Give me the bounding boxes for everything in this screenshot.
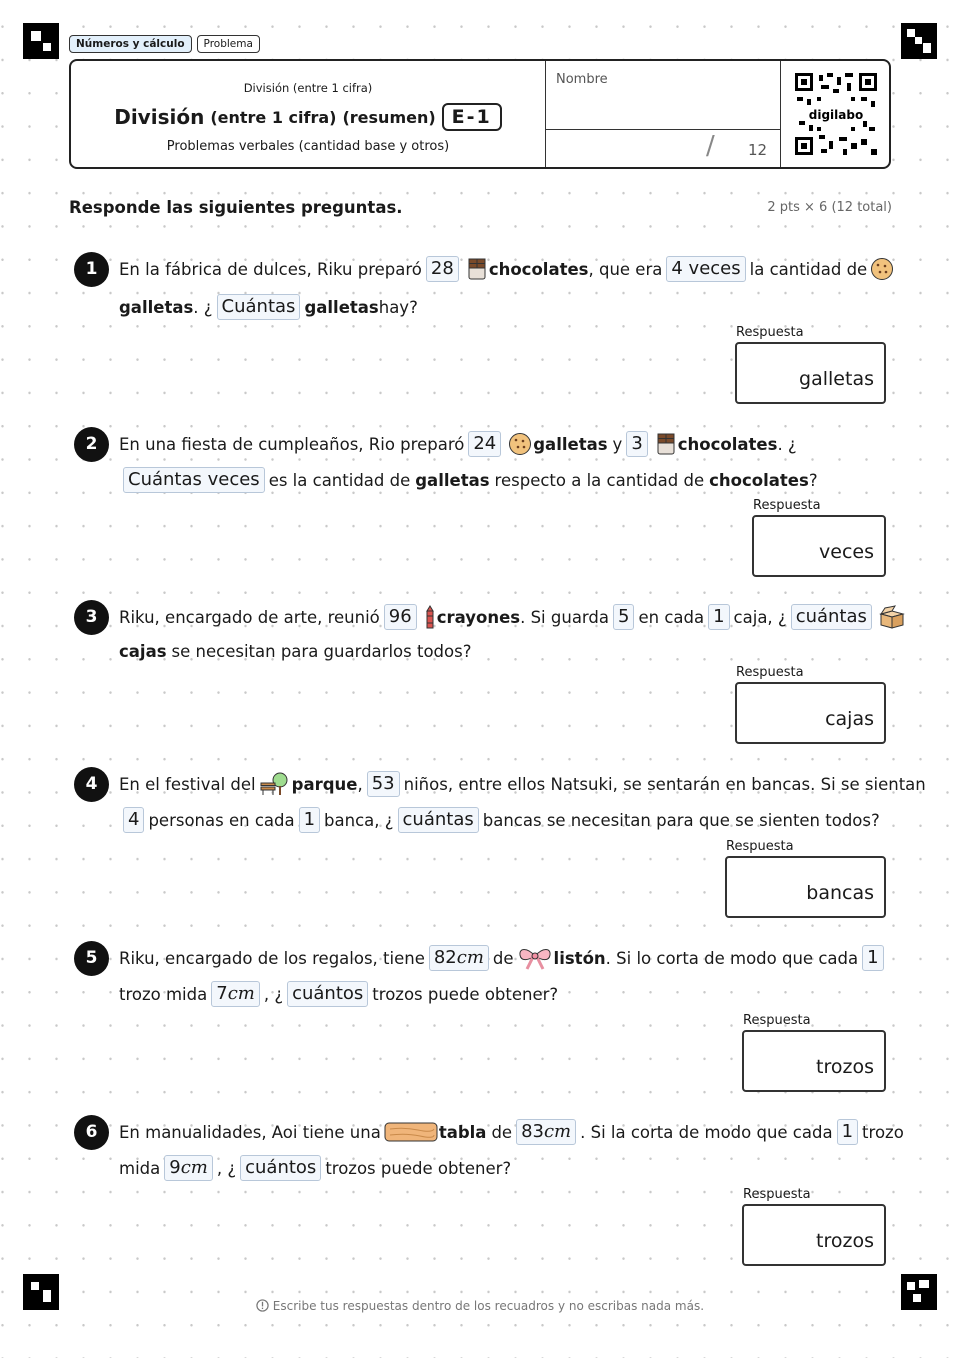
text: en cada xyxy=(638,607,705,627)
measure-box xyxy=(429,945,489,971)
question-line-2 xyxy=(119,981,558,1007)
question-word-box: cuántos xyxy=(287,981,368,1007)
question-line-1 xyxy=(119,604,906,630)
keyword: chocolates xyxy=(677,434,778,454)
question-number: 1 xyxy=(74,252,109,287)
question-line-2 xyxy=(119,807,880,833)
answer-hint-box xyxy=(666,256,745,282)
text: caja, ¿ xyxy=(733,607,787,627)
question-number: 3 xyxy=(74,600,109,635)
text: de xyxy=(492,948,514,968)
worksheet-code: E-1 xyxy=(442,103,502,131)
text: ? xyxy=(808,470,818,490)
name-score-area xyxy=(545,61,781,167)
answer-label: Respuesta xyxy=(743,1013,811,1028)
number-box: 1 xyxy=(837,1119,858,1145)
wood-board-icon xyxy=(384,1119,438,1145)
answer-box[interactable] xyxy=(742,1030,886,1092)
name-label: Nombre xyxy=(556,72,608,87)
text: , ¿ xyxy=(263,984,284,1004)
measure-box xyxy=(516,1119,576,1145)
text: hay? xyxy=(378,297,418,317)
text: En la fábrica de dulces, Riku preparó xyxy=(119,259,422,279)
number-box: 28 xyxy=(426,256,459,282)
keyword: listón xyxy=(553,948,606,968)
text: y xyxy=(612,434,623,454)
question-line-2 xyxy=(119,467,818,493)
question-line-2 xyxy=(119,642,471,661)
text: personas en cada xyxy=(148,810,295,830)
text: En una fiesta de cumpleaños, Rio preparó xyxy=(119,434,465,454)
number: 7 xyxy=(216,983,228,1004)
text: En manualidades, Aoi tiene una xyxy=(119,1122,381,1142)
unit: cm xyxy=(227,983,255,1004)
title-main: División xyxy=(114,105,205,129)
number-box: 24 xyxy=(468,431,501,457)
chocolate-icon xyxy=(466,257,488,281)
text: banca, ¿ xyxy=(324,810,394,830)
qr-label: digilabo xyxy=(808,108,864,122)
question-line-1 xyxy=(119,771,926,797)
keyword: crayones xyxy=(436,607,521,627)
answer-unit: veces xyxy=(819,541,874,563)
answer-label: Respuesta xyxy=(753,498,821,513)
text: . Si la corta de modo que cada xyxy=(580,1122,833,1142)
number-box: 53 xyxy=(367,771,400,797)
question-line-2 xyxy=(119,294,418,320)
answer-box[interactable] xyxy=(735,682,886,744)
question-word-box: cuántas xyxy=(398,807,479,833)
text: . ¿ xyxy=(193,297,213,317)
keyword: tabla xyxy=(438,1122,487,1142)
header-title-area xyxy=(71,61,545,167)
question-line-1 xyxy=(119,431,797,457)
text: , que era xyxy=(588,259,663,279)
park-icon xyxy=(259,771,291,797)
question-word-box: Cuántas xyxy=(217,294,301,320)
text: En el festival del xyxy=(119,774,256,794)
text: de xyxy=(491,1122,513,1142)
title-paren-2: (resumen) xyxy=(342,107,436,127)
footer-note xyxy=(0,1299,960,1313)
score-slash: / xyxy=(706,131,715,161)
category-tags xyxy=(69,35,260,53)
text: . Si lo corta de modo que cada xyxy=(605,948,859,968)
answer-unit: galletas xyxy=(799,368,874,390)
text: respecto a la cantidad de xyxy=(494,470,705,490)
text: . ¿ xyxy=(777,434,797,454)
answer-unit: trozos xyxy=(816,1056,874,1078)
text: , ¿ xyxy=(216,1158,237,1178)
question-line-1 xyxy=(119,1119,904,1145)
corner-marker-top-left xyxy=(23,23,59,59)
text: trozo mida xyxy=(119,984,208,1004)
text: la cantidad de xyxy=(749,259,868,279)
question-word-box: cuántos xyxy=(240,1155,321,1181)
answer-label: Respuesta xyxy=(736,325,804,340)
unit: cm xyxy=(543,1121,572,1142)
number-box: 1 xyxy=(862,945,883,971)
instructions: Responde las siguientes preguntas. xyxy=(69,198,403,217)
unit: cm xyxy=(180,1157,208,1178)
number-box: 3 xyxy=(626,431,647,457)
page-title xyxy=(71,103,545,131)
qr-area xyxy=(780,61,890,167)
divider xyxy=(546,129,781,130)
question-number: 6 xyxy=(74,1115,109,1150)
ribbon-icon xyxy=(517,945,553,971)
question-word-box: Cuántas veces xyxy=(123,467,265,493)
text: bancas se necesitan para que se sienten todos? xyxy=(482,810,880,830)
keyword: galletas xyxy=(533,434,608,454)
text: Riku, encargado de arte, reunió xyxy=(119,607,380,627)
text: Riku, encargado de los regalos, tiene xyxy=(119,948,425,968)
keyword: galletas xyxy=(119,297,194,317)
tag-numbers[interactable]: Números y cálculo xyxy=(69,35,192,53)
crayon-icon xyxy=(424,605,436,629)
answer-box[interactable] xyxy=(725,856,886,918)
qr-code-icon xyxy=(795,73,877,155)
answer-label: Respuesta xyxy=(736,665,804,680)
chocolate-icon xyxy=(655,432,677,456)
measure-box xyxy=(164,1155,213,1181)
text: trozos puede obtener? xyxy=(325,1158,512,1178)
answer-unit: cajas xyxy=(825,708,874,730)
score-total: 12 xyxy=(748,141,768,159)
text: veces xyxy=(688,258,741,279)
corner-marker-top-right xyxy=(901,23,937,59)
number-box: 96 xyxy=(384,604,417,630)
text: niños, entre ellos Natsuki, se sentarán en bancas. Si se sientan xyxy=(403,774,926,794)
text: es la cantidad de xyxy=(268,470,411,490)
number-box: 4 xyxy=(123,807,144,833)
box-icon xyxy=(879,605,905,629)
text: trozos puede obtener? xyxy=(372,984,559,1004)
tag-problem[interactable]: Problema xyxy=(197,35,260,53)
answer-box[interactable] xyxy=(735,342,886,404)
text: trozo xyxy=(862,1122,904,1142)
header-subtitle: División (entre 1 cifra) xyxy=(243,81,373,95)
question-number: 2 xyxy=(74,427,109,462)
answer-box[interactable] xyxy=(742,1204,886,1266)
number: 83 xyxy=(521,1121,544,1142)
number-box: 1 xyxy=(708,604,729,630)
footer-text: Escribe tus respuestas dentro de los recuadros y no escribas nada más. xyxy=(272,1299,705,1313)
question-word-box: cuántas xyxy=(791,604,872,630)
number-box: 5 xyxy=(613,604,634,630)
keyword: galletas xyxy=(304,297,379,317)
question-line-2 xyxy=(119,1155,511,1181)
answer-label: Respuesta xyxy=(726,839,794,854)
text: se necesitan para guardarlos todos? xyxy=(171,642,472,661)
header-description: Problemas verbales (cantidad base y otros) xyxy=(166,139,450,154)
question-line-1 xyxy=(119,256,895,282)
answer-unit: bancas xyxy=(806,882,874,904)
cookie-icon xyxy=(508,432,532,456)
number: 82 xyxy=(433,947,457,968)
keyword: galletas xyxy=(415,470,490,490)
text: , xyxy=(357,774,363,794)
question-line-1 xyxy=(119,945,888,971)
title-paren-1: (entre 1 cifra) xyxy=(210,107,337,127)
answer-unit: trozos xyxy=(816,1230,874,1252)
info-icon xyxy=(256,1299,269,1312)
number: 4 xyxy=(671,258,683,279)
question-number: 5 xyxy=(74,941,109,976)
measure-box xyxy=(211,981,260,1007)
keyword: chocolates xyxy=(709,470,809,490)
cookie-icon xyxy=(870,257,894,281)
answer-label: Respuesta xyxy=(743,1187,811,1202)
points-info: 2 pts × 6 (12 total) xyxy=(767,200,892,215)
text: mida xyxy=(119,1158,161,1178)
number: 9 xyxy=(169,1157,181,1178)
unit: cm xyxy=(456,947,484,968)
keyword: chocolates xyxy=(488,259,589,279)
answer-box[interactable] xyxy=(752,515,886,577)
text: . Si guarda xyxy=(520,607,610,627)
keyword: cajas xyxy=(119,642,167,661)
number-box: 1 xyxy=(299,807,320,833)
worksheet-header xyxy=(69,59,891,169)
keyword: parque xyxy=(291,774,358,794)
question-number: 4 xyxy=(74,767,109,802)
